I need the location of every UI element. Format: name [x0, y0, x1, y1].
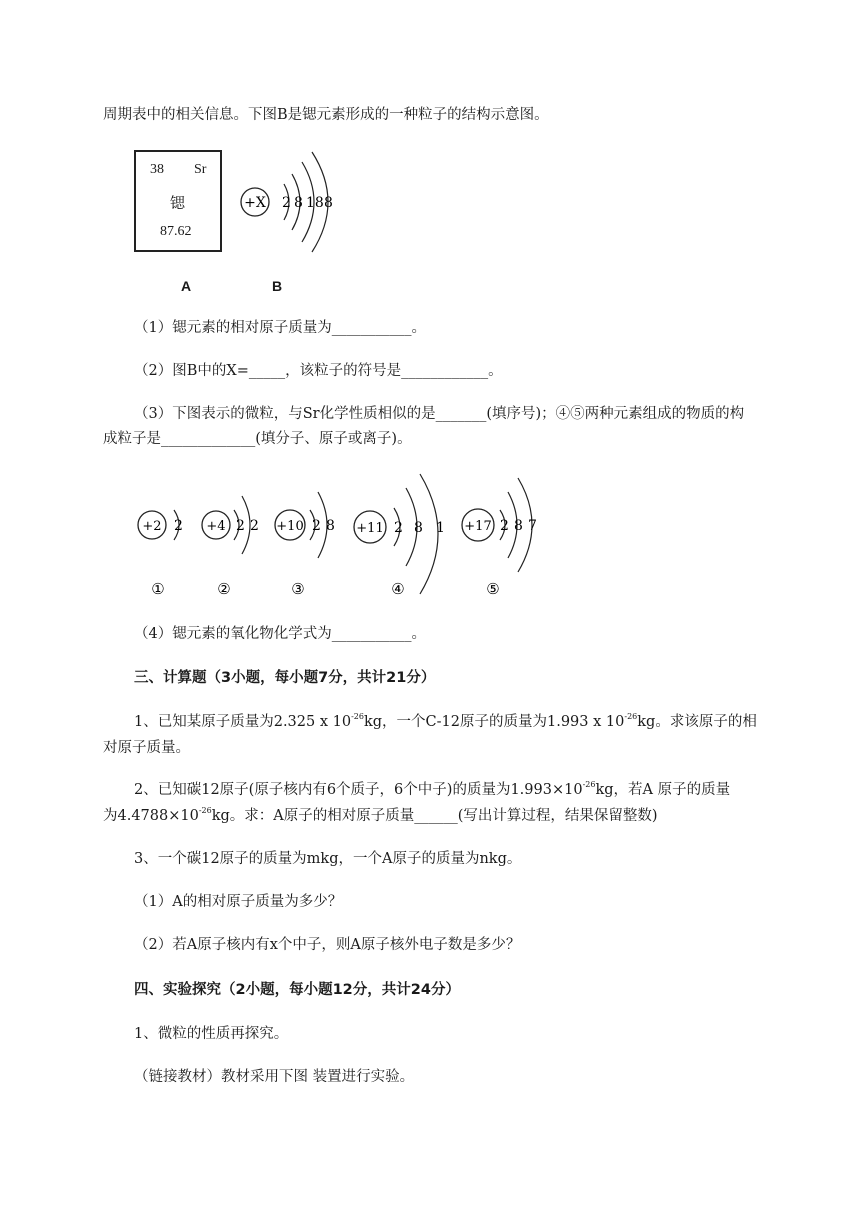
section-4-heading: 四、实验探究（2小题，每小题12分，共计24分） — [134, 982, 460, 998]
experiment-problem-1: 1、微粒的性质再探究。 — [134, 1026, 289, 1042]
atom-5 — [462, 478, 537, 598]
atom-3-nucleus: +10 — [276, 519, 304, 534]
atom-5-shell: 8 — [514, 518, 523, 534]
text-run: 2、已知碳12原子(原子核内有6个质子，6个中子)的质量为1.993×10 — [134, 782, 583, 798]
shell-electron-count: 8 — [324, 195, 333, 211]
calc-problem-3-q2: （2）若A原子核内有x个中子，则A原子核外电子数是多少？ — [134, 937, 521, 953]
atom-4-label: ④ — [391, 580, 405, 598]
exponent: -26 — [624, 712, 638, 721]
figure-label-b: B — [272, 278, 283, 294]
text-run: kg。求该原子的相 — [637, 714, 757, 730]
atom-2 — [202, 496, 259, 598]
atom-1-nucleus: +2 — [142, 519, 162, 534]
atom-5-label: ⑤ — [486, 580, 500, 598]
atom-1 — [138, 510, 183, 598]
figure-label-a: A — [181, 278, 192, 294]
exponent: -26 — [582, 780, 596, 789]
question-2: （2）图B中的X=_____，该粒子的符号是____________。 — [134, 363, 503, 379]
text-run: kg，若A 原子的质量 — [595, 782, 731, 798]
calc-problem-3-q1: （1）A的相对原子质量为多少？ — [134, 894, 343, 910]
atom-1-label: ① — [151, 580, 165, 598]
calc-problem-1-line-1 — [134, 712, 757, 732]
atom-2-shell: 2 — [236, 518, 245, 534]
element-symbol: Sr — [194, 162, 207, 177]
question-4: （4）锶元素的氧化物化学式为___________。 — [134, 626, 426, 642]
atom-5-shell: 2 — [500, 518, 509, 534]
atom-1-shell: 2 — [174, 518, 183, 534]
atom-5-shell: 7 — [528, 518, 537, 534]
nucleus-label: +X — [244, 195, 266, 211]
atomic-mass: 87.62 — [160, 224, 192, 239]
atom-diagrams — [130, 470, 560, 610]
exponent: -26 — [198, 806, 212, 815]
intro-text: 周期表中的相关信息。下图B是锶元素形成的一种粒子的结构示意图。 — [103, 107, 549, 123]
atom-4-shell: 2 — [394, 520, 403, 536]
experiment-intro: （链接教材）教材采用下图 装置进行实验。 — [134, 1069, 415, 1085]
question-3-line-2: 成粒子是_____________(填分子、原子或离子)。 — [103, 431, 412, 447]
atom-2-shell: 2 — [250, 518, 259, 534]
calc-problem-1-line-2: 对原子质量。 — [103, 740, 190, 756]
atom-3-shell: 2 — [312, 518, 321, 534]
atom-2-label: ② — [217, 580, 231, 598]
shell-electron-count: 18 — [306, 195, 324, 211]
atom-5-nucleus: +17 — [464, 519, 492, 534]
element-card — [134, 150, 222, 252]
atom-3-label: ③ — [291, 580, 305, 598]
question-1: （1）锶元素的相对原子质量为___________。 — [134, 320, 426, 336]
atom-3-shell: 8 — [326, 518, 335, 534]
sr-ion-diagram — [236, 148, 346, 258]
element-name: 锶 — [170, 194, 186, 212]
text-run: kg。求：A原子的相对原子质量______(写出计算过程，结果保留整数) — [211, 808, 658, 824]
atom-2-nucleus: +4 — [206, 519, 226, 534]
atom-4-shell: 1 — [436, 520, 445, 536]
atom-4-shell: 8 — [414, 520, 423, 536]
calc-problem-2-line-2 — [103, 806, 658, 826]
atom-4 — [354, 474, 445, 598]
section-3-heading: 三、计算题（3小题，每小题7分，共计21分） — [134, 670, 436, 686]
calc-problem-3: 3、一个碳12原子的质量为mkg，一个A原子的质量为nkg。 — [134, 851, 522, 867]
text-run: kg，一个C-12原子的质量为1.993 x 10 — [363, 714, 625, 730]
text-run: 为4.4788×10 — [103, 808, 199, 824]
calc-problem-2-line-1 — [134, 780, 730, 800]
text-run: 1、已知某原子质量为2.325 x 10 — [134, 714, 352, 730]
shell-electron-count: 8 — [294, 195, 303, 211]
atom-4-nucleus: +11 — [356, 521, 384, 536]
exponent: -26 — [351, 712, 364, 721]
atomic-number: 38 — [150, 162, 164, 177]
question-3-line-1: （3）下图表示的微粒，与Sr化学性质相似的是_______(填序号)；④⑤两种元素组成的物质的构 — [134, 406, 745, 422]
atom-3 — [275, 492, 335, 598]
shell-electron-count: 2 — [282, 195, 291, 211]
